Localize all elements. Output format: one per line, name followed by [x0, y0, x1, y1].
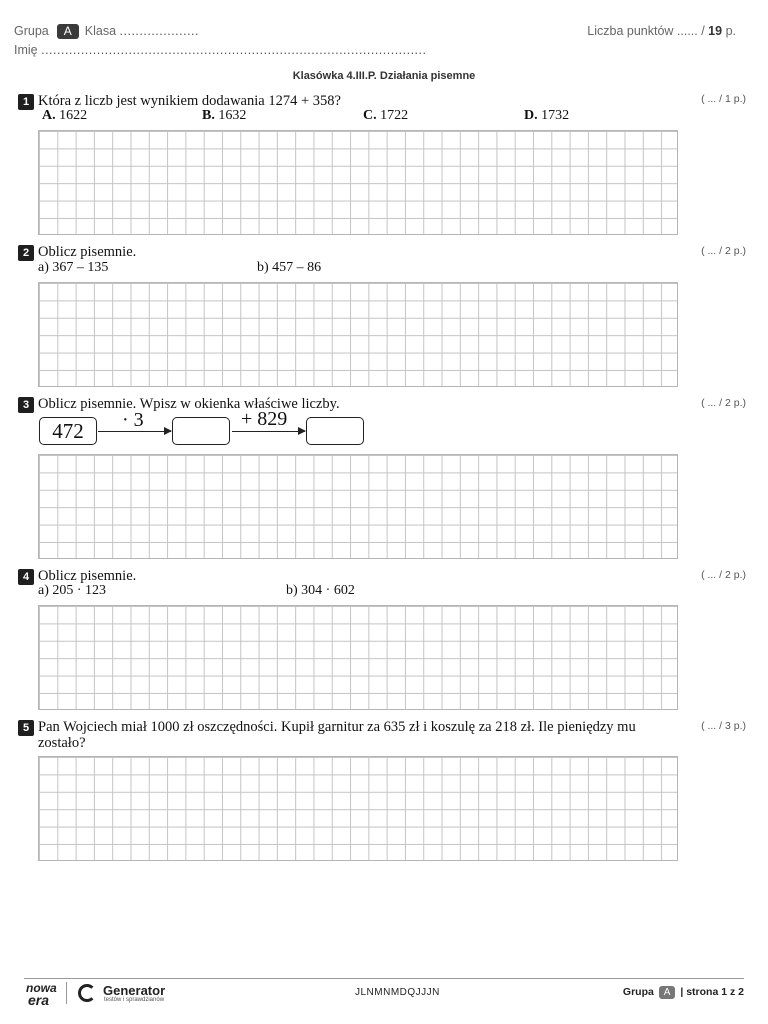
- operation-multiply: · 3: [122, 409, 144, 431]
- option-d[interactable]: [524, 108, 569, 124]
- question-2-part-b: b) 457 – 86: [257, 260, 322, 275]
- start-value-box: 472: [39, 417, 97, 445]
- group-badge: A: [57, 24, 79, 39]
- question-4-points: ( ... / 2 p.): [701, 569, 746, 581]
- generator-logo-icon: [78, 984, 96, 1002]
- footer-group-badge: A: [659, 986, 676, 999]
- footer-divider: [24, 978, 744, 979]
- logo-divider: [66, 982, 67, 1004]
- option-b[interactable]: [202, 108, 246, 124]
- option-b-value: 1632: [218, 108, 247, 123]
- question-4-part-a: a) 205 · 123: [38, 583, 107, 598]
- answer-grid-3[interactable]: [38, 454, 678, 559]
- question-4-text: Oblicz pisemnie.: [38, 568, 137, 584]
- header-group-row: [14, 24, 199, 39]
- points-label: Liczba punktów ...... /: [587, 24, 705, 38]
- question-1-text: Która z liczb jest wynikiem dodawania 1274 + 358?: [38, 93, 341, 109]
- answer-grid-2[interactable]: [38, 282, 678, 387]
- points-summary: [587, 24, 736, 38]
- answer-grid-4[interactable]: [38, 605, 678, 710]
- nowa-era-logo: [26, 983, 57, 1007]
- page-title: Klasówka 4.III.P. Działania pisemne: [292, 70, 476, 82]
- logo-nowa: nowa: [26, 981, 57, 995]
- question-number-4: 4: [18, 569, 34, 585]
- question-4-part-b: b) 304 · 602: [286, 583, 355, 598]
- question-2-text: Oblicz pisemnie.: [38, 244, 137, 260]
- question-2-part-a: a) 367 – 135: [38, 260, 109, 275]
- option-a[interactable]: [42, 108, 87, 124]
- option-c-value: 1722: [380, 108, 409, 123]
- name-label: Imię: [14, 43, 38, 57]
- answer-grid-1[interactable]: [38, 130, 678, 235]
- question-number-1: 1: [18, 94, 34, 110]
- answer-box-2[interactable]: [306, 417, 364, 445]
- question-5-text-line1: Pan Wojciech miał 1000 zł oszczędności. Kupił garnitur za 635 zł i koszulę za 218 zł. Ile pieniędzy mu: [38, 719, 636, 735]
- question-1-points: ( ... / 1 p.): [701, 93, 746, 105]
- question-2-points: ( ... / 2 p.): [701, 245, 746, 257]
- option-a-value: 1622: [59, 108, 88, 123]
- option-c-letter: C.: [363, 108, 377, 123]
- document-code: JLNMNMDQJJJN: [355, 987, 440, 998]
- question-5-text-line2: zostało?: [38, 735, 86, 751]
- question-3-text: Oblicz pisemnie. Wpisz w okienka właściwe liczby.: [38, 396, 340, 412]
- question-number-2: 2: [18, 245, 34, 261]
- option-a-letter: A.: [42, 108, 56, 123]
- question-5-points: ( ... / 3 p.): [701, 720, 746, 732]
- footer-page-info: [623, 986, 744, 999]
- option-b-letter: B.: [202, 108, 215, 123]
- class-field[interactable]: ....................: [119, 24, 199, 38]
- question-2: [18, 244, 136, 261]
- generator-title: Generator: [103, 983, 166, 998]
- group-label: Grupa: [14, 24, 49, 38]
- generator-subtitle: testów i sprawdzianów: [104, 997, 165, 1003]
- arrow-2: [232, 431, 305, 432]
- question-3: [18, 396, 340, 413]
- footer-group-label: Grupa: [622, 986, 654, 998]
- answer-box-1[interactable]: [172, 417, 230, 445]
- question-5: [18, 719, 678, 736]
- answer-grid-5[interactable]: [38, 756, 678, 861]
- footer-page-number: | strona 1 z 2: [680, 986, 744, 998]
- question-number-5: 5: [18, 720, 34, 736]
- option-c[interactable]: [363, 108, 408, 124]
- option-d-value: 1732: [541, 108, 570, 123]
- question-number-3: 3: [18, 397, 34, 413]
- name-field[interactable]: .................................................................................................: [41, 43, 427, 57]
- header-name-row: [14, 43, 426, 57]
- operation-add: + 829: [241, 408, 288, 430]
- question-3-points: ( ... / 2 p.): [701, 397, 746, 409]
- class-label: Klasa: [84, 24, 117, 38]
- points-suffix: p.: [725, 24, 736, 38]
- points-total: 19: [708, 24, 723, 38]
- option-d-letter: D.: [524, 108, 538, 123]
- logo-era: era: [28, 992, 50, 1008]
